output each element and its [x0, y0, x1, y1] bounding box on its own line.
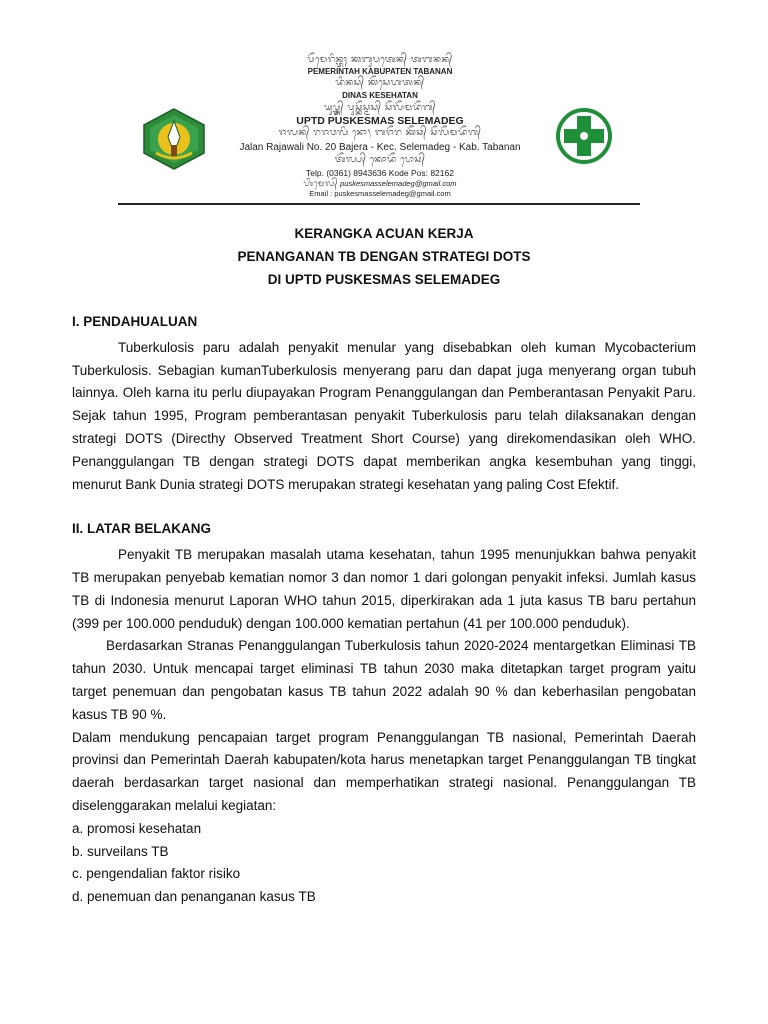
balinese-department: ᬤᬶᬦᬲ᭄ ᬓᭂᬲᬾᬳᬢᬦ᭄ — [335, 78, 425, 88]
balinese-address: ᬚᬮᬦ᭄ ᬭᬚᬯᬮᬶ ᬦᭀ᭞ ᬩᬚᭂᬭ ᬓᭂᬘ᭄ ᬲᭂᬮᭂᬫᬤᭂᬕ᭄ — [278, 128, 482, 138]
phone-line: Telp. (0361) 8943636 Kode Pos: 82162 — [306, 168, 454, 178]
email-line: Email : puskesmasselemadeg@gmail.com — [309, 189, 451, 198]
email-italic: puskesmasselemadeg@gmail.com — [340, 179, 457, 188]
balinese-government: ᬧᭂᬫᬾᬭᬶᬦ᭄ᬢᬄ ᬓᬩᬸᬧᬢᬾᬦ᭄ ᬢᬩᬦᬦ᭄ — [307, 55, 453, 65]
puskesmas-cross-icon — [555, 107, 613, 165]
title-line-2: PENANGANAN TB DENGAN STRATEGI DOTS — [237, 249, 531, 264]
title-line-1: KERANGKA ACUAN KERJA — [294, 226, 474, 241]
list-item: a. promosi kesehatan — [72, 820, 202, 836]
section-2-heading: II. LATAR BELAKANG — [72, 521, 211, 537]
document-body — [72, 311, 696, 909]
government-name: PEMERINTAH KABUPATEN TABANAN — [307, 67, 453, 76]
tabanan-emblem-icon — [142, 107, 206, 171]
section-1-heading: I. PENDAHUALUAN — [72, 314, 198, 329]
document-title — [72, 222, 696, 291]
title-line-3: DI UPTD PUSKESMAS SELEMADEG — [267, 272, 501, 287]
letterhead — [120, 55, 640, 205]
unit-name: UPTD PUSKESMAS SELEMADEG — [296, 115, 464, 127]
letterhead-divider — [118, 203, 640, 205]
list-item: b. surveilans TB — [72, 843, 169, 859]
section-2-paragraph-2: Berdasarkan Stranas Penanggulangan Tuberkulosis tahun 2020-2024 mentargetkan Eliminasi TB tahun 2030. Untuk mencapai target eliminasi TB tahun 2030 maka ditetapkan target program yaitu target penemuan dan pengobatan kasus TB tahun 2022 adalah 90 % dan keberhasilan pengobatan kasus TB 90 %. — [72, 638, 696, 722]
section-2-paragraph-1: Penyakit TB merupakan masalah utama kesehatan, tahun 1995 menunjukkan bahwa penyakit TB merupakan penyebab kematian nomor 3 dan nomor 1 dari golongan penyakit infeksi. Jumlah kasus TB di Indonesia menurut Laporan WHO tahun 2015, diperkirakan ada 1 juta kasus TB baru pertahun (399 per 100.000 penduduk) dengan 100.000 kematian pertahun (41 per 100.000 penduduk). — [72, 547, 696, 631]
section-gap — [72, 496, 696, 518]
department-name: DINAS KESEHATAN — [342, 91, 418, 100]
address-line: Jalan Rajawali No. 20 Bajera - Kec. Selemadeg - Kab. Tabanan — [239, 142, 521, 153]
list-item: d. penemuan dan penanganan kasus TB — [72, 889, 316, 905]
email-italic-line — [220, 178, 540, 189]
section-1-paragraph: Tuberkulosis paru adalah penyakit menular yang disebabkan oleh kuman Mycobacterium Tuberkulosis. Sebagian kumanTuberkulosis menyerang paru dan dapat juga menyerang organ tubuh lainnya. Oleh karna itu perlu diupayakan Program Penanggulangan dan Pemberantasan Penyakit Paru. Sejak tahun 1995, Program pemberantasan penyakit Tuberkulosis paru telah dilaksanakan dengan strategi DOTS (Directhy Observed Treatment Short Course) yang direkomendasikan oleh WHO. Penanggulangan TB dengan strategi DOTS dapat memberikan angka kesembuhan yang tinggi, menurut Bank Dunia strategi DOTS merupakan strategi kesehatan yang paling Cost Efektif. — [72, 339, 696, 492]
balinese-email: ᬳᬶᬫᬾᬮ᭄ — [303, 179, 339, 188]
balinese-phone: ᬢᭂᬮ᭄ᬧ᭄ ᬓᭀᬤᭂ ᬧᭀᬲ᭄ — [334, 155, 426, 165]
list-item: c. pengendalian faktor risiko — [72, 866, 241, 882]
section-2-paragraph-3: Dalam mendukung pencapaian target program Penanggulangan TB nasional, Pemerintah Daerah provinsi dan Pemerintah Daerah kabupaten/kota harus menetapkan target Penanggulangan TB tingkat daerah berdasarkan target nasional dan memperhatikan strategi nasional. Penanggulangan TB diselenggarakan melalui kegiatan: — [72, 729, 696, 813]
balinese-unit: ᬬᬸᬧ᭄ᬢ᭄ᬤ᭄ ᬧᬸᬲ᭄ᬓᭂᬲ᭄ᬫᬲ᭄ ᬲᭂᬮᭂᬫᬤᭂᬕ᭄ — [323, 103, 437, 113]
